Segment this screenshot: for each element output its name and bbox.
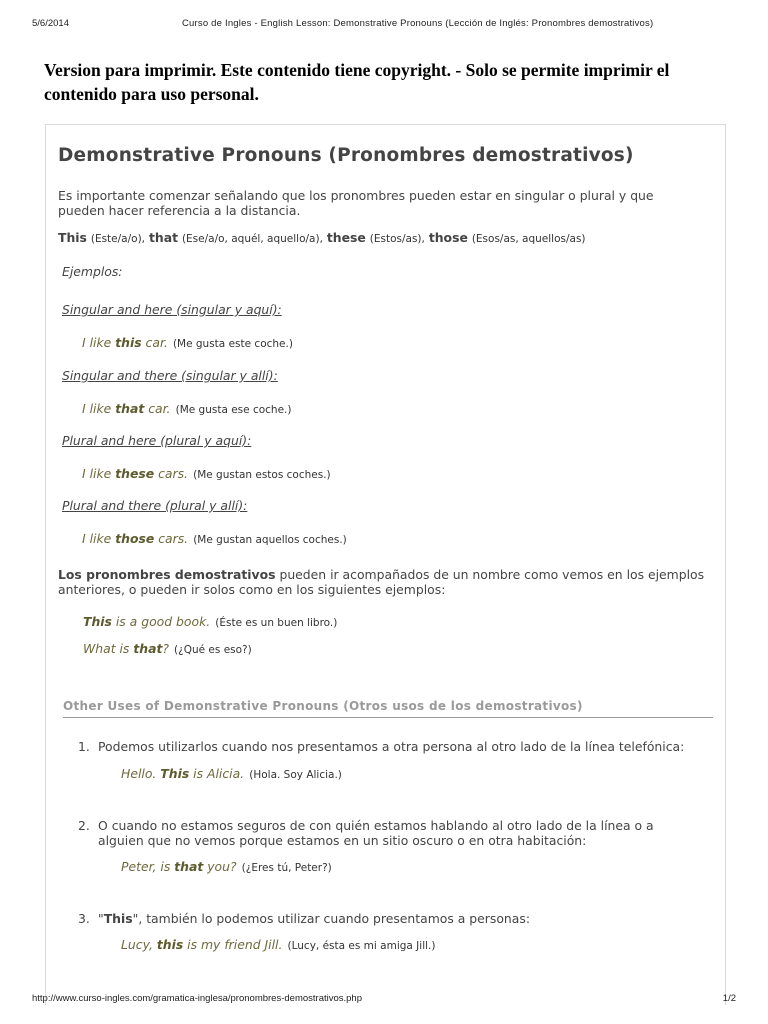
group-label-singular-there: Singular and there (singular y allí): <box>62 368 278 383</box>
translation: (¿Qué es eso?) <box>174 644 252 656</box>
pronoun-that: that <box>148 230 178 245</box>
group-label-plural-here: Plural and here (plural y aquí): <box>62 433 252 448</box>
use-example: Peter, is that you? (¿Eres tú, Peter?) <box>121 859 332 874</box>
highlight-word: that <box>115 401 145 416</box>
translation: (Hola. Soy Alicia.) <box>249 769 342 781</box>
use-example: Hello. This is Alicia. (Hola. Soy Alicia.) <box>121 766 342 781</box>
translation: (Me gustan aquellos coches.) <box>193 534 347 546</box>
group-label-plural-there: Plural and there (plural y allí): <box>62 498 248 513</box>
highlight-word: those <box>115 531 155 546</box>
highlight-word: that <box>133 641 163 656</box>
standalone-example: What is that? (¿Qué es eso?) <box>83 641 252 656</box>
pronoun-these: these <box>326 230 366 245</box>
pronoun-those-meaning: (Esos/as, aquellos/as) <box>471 233 586 245</box>
use-text: O cuando no estamos seguros de con quién estamos hablando al otro lado de la línea o a alguien que no vemos porque estamos en un sitio oscuro o en otra habitación: <box>98 818 654 848</box>
use-bold-word: This <box>103 911 133 926</box>
standalone-text: pueden ir acompañados de un nombre como vemos en los ejemplos anteriores, o pueden ir solos como en los siguientes ejemplos: <box>58 567 705 597</box>
section-title: Other Uses of Demonstrative Pronouns (Otros usos de los demostrativos) <box>63 699 713 718</box>
pronoun-this: This <box>58 230 87 245</box>
intro-paragraph: Es importante comenzar señalando que los pronombres pueden estar en singular o plural y que pueden hacer referencia a la distancia. <box>58 188 654 218</box>
pronoun-those: those <box>428 230 468 245</box>
list-number: 1. <box>78 739 90 754</box>
standalone-paragraph <box>58 567 718 597</box>
article-title: Demonstrative Pronouns (Pronombres demostrativos) <box>58 145 634 166</box>
translation: (Éste es un buen libro.) <box>215 617 338 629</box>
translation: (Me gusta ese coche.) <box>175 404 292 416</box>
pronoun-list <box>58 230 718 247</box>
translation: (Me gusta este coche.) <box>172 338 293 350</box>
group-label-singular-here: Singular and here (singular y aquí): <box>62 302 282 317</box>
highlight-word: This <box>83 614 112 629</box>
example-row: I like that car. (Me gusta ese coche.) <box>82 401 292 416</box>
list-number: 2. <box>78 818 90 833</box>
example-row: I like these cars. (Me gustan estos coches.) <box>82 466 331 481</box>
pronoun-these-meaning: (Estos/as), <box>369 233 425 245</box>
print-title: Curso de Ingles - English Lesson: Demonstrative Pronouns (Lección de Inglés: Pronombres demostrativos) <box>182 18 654 29</box>
highlight-word: these <box>115 466 155 481</box>
translation: (Lucy, ésta es mi amiga Jill.) <box>287 940 436 952</box>
example-row: I like this car. (Me gusta este coche.) <box>82 335 293 350</box>
copyright-notice: Version para imprimir. Este contenido tiene copyright. - Solo se permite imprimir el contenido para uso personal. <box>44 60 670 104</box>
use-example: Lucy, this is my friend Jill. (Lucy, ésta es mi amiga Jill.) <box>121 937 436 952</box>
page-url: http://www.curso-ingles.com/gramatica-inglesa/pronombres-demostrativos.php <box>32 993 362 1004</box>
print-footer <box>32 993 736 1004</box>
highlight-word: this <box>156 937 184 952</box>
pronoun-this-meaning: (Este/a/o), <box>90 233 146 245</box>
examples-label: Ejemplos: <box>62 264 123 279</box>
example-row: I like those cars. (Me gustan aquellos coches.) <box>82 531 347 546</box>
print-date: 5/6/2014 <box>32 18 69 29</box>
highlight-word: This <box>160 766 190 781</box>
highlight-word: that <box>174 859 204 874</box>
list-number: 3. <box>78 911 90 926</box>
translation: (Me gustan estos coches.) <box>193 469 331 481</box>
translation: (¿Eres tú, Peter?) <box>241 862 332 874</box>
highlight-word: this <box>115 335 142 350</box>
pronoun-that-meaning: (Ese/a/o, aquél, aquello/a), <box>181 233 323 245</box>
standalone-example: This is a good book. (Éste es un buen libro.) <box>83 614 338 629</box>
article-box <box>45 124 726 1005</box>
standalone-bold: Los pronombres demostrativos <box>58 567 276 582</box>
use-text: "This", también lo podemos utilizar cuando presentamos a personas: <box>98 911 531 926</box>
use-text: Podemos utilizarlos cuando nos presentamos a otra persona al otro lado de la línea telefónica: <box>98 739 685 754</box>
print-header <box>32 18 736 32</box>
page-number: 1/2 <box>722 993 736 1004</box>
